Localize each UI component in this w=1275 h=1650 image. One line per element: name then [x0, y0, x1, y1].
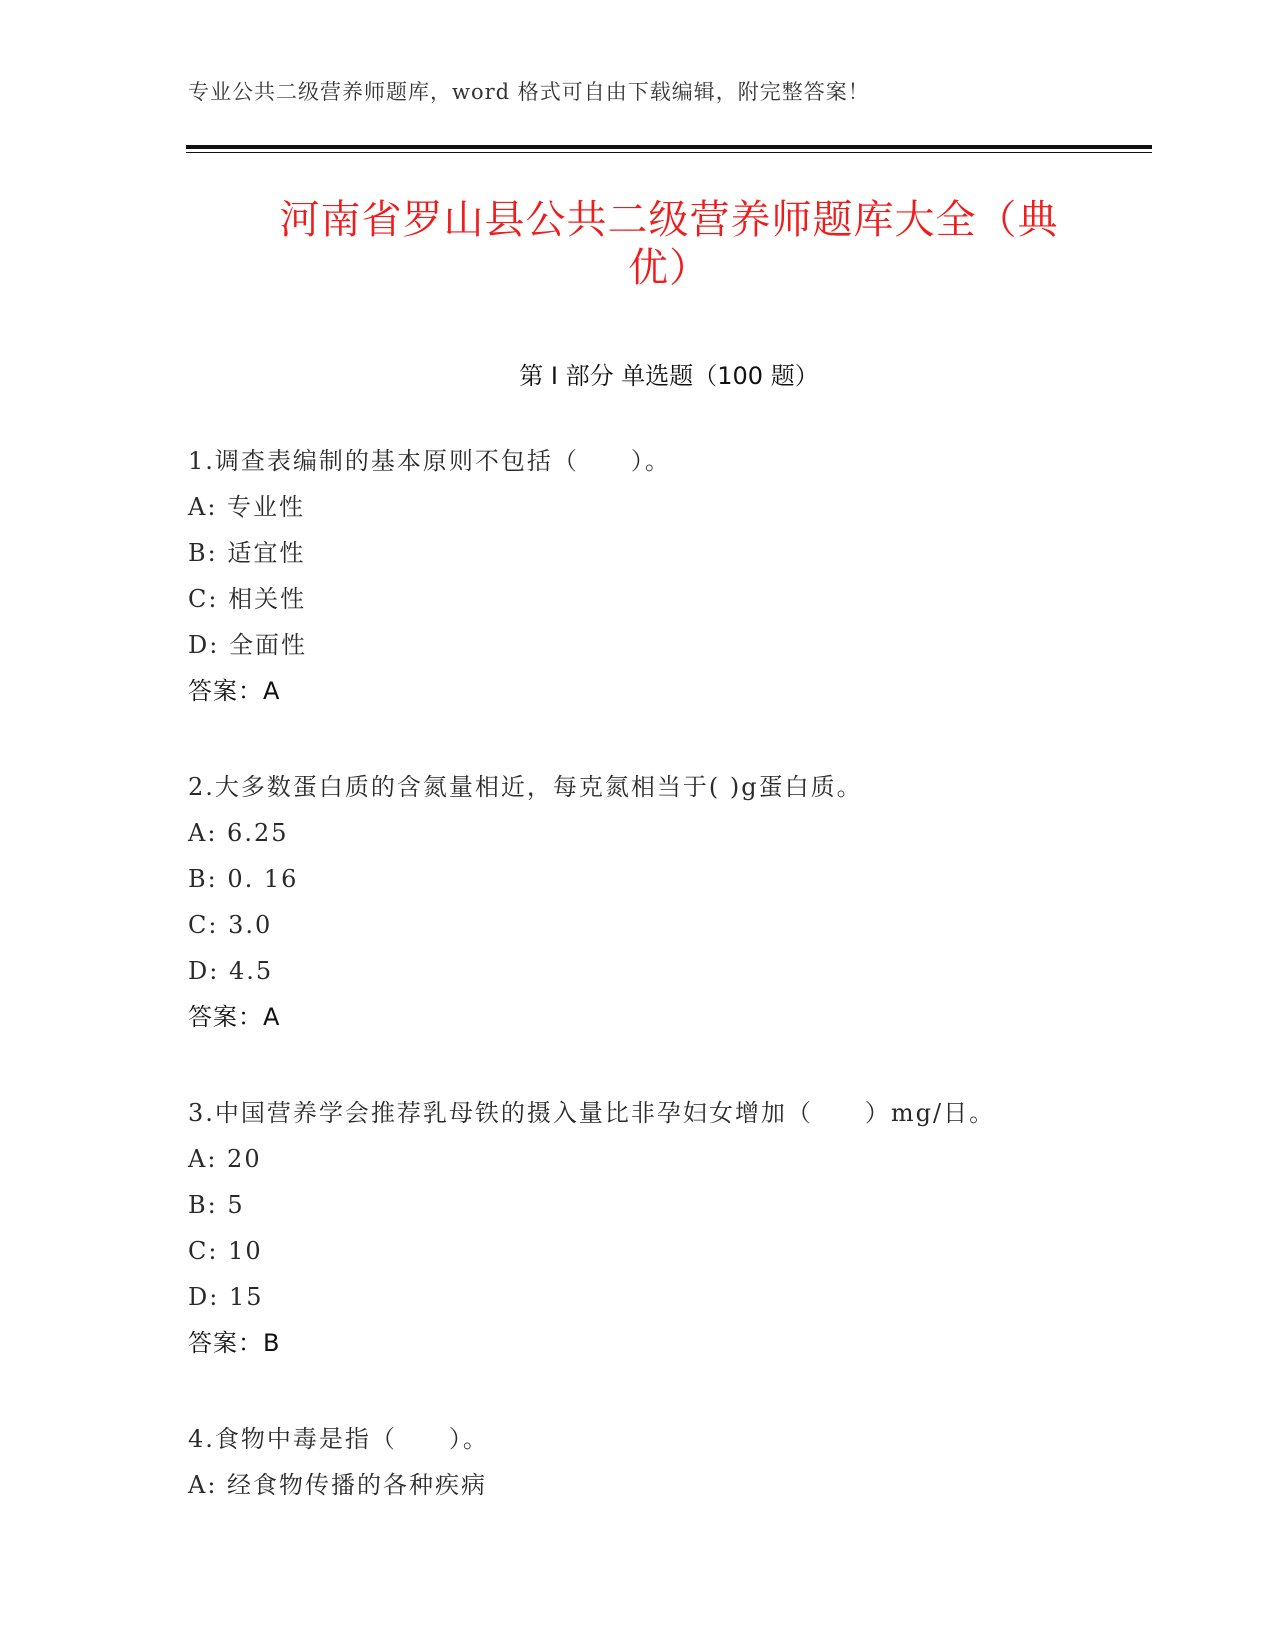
question-4	[188, 1424, 1148, 1516]
question-2	[188, 772, 1148, 1048]
document-title	[186, 196, 1152, 292]
question-3	[188, 1098, 1148, 1374]
option-a: A: 6.25	[188, 819, 289, 847]
title-line-1: 河南省罗山县公共二级营养师题库大全（典	[279, 197, 1059, 243]
option-c: C: 10	[188, 1237, 263, 1265]
answer-text: 答案：B	[188, 1329, 281, 1357]
option-d: D: 全面性	[188, 631, 307, 659]
section-heading: 第 I 部分 单选题（100 题）	[519, 362, 819, 390]
question-stem: 2.大多数蛋白质的含氮量相近，每克氮相当于( )g蛋白质。	[188, 773, 863, 801]
option-b: B: 0. 16	[188, 865, 299, 893]
option-b: B: 5	[188, 1191, 245, 1219]
option-d: D: 4.5	[188, 957, 274, 985]
question-stem: 1.调查表编制的基本原则不包括（ ）。	[188, 447, 671, 475]
option-a: A: 专业性	[188, 493, 306, 521]
option-c: C: 相关性	[188, 585, 307, 613]
header-note: 专业公共二级营养师题库，word 格式可自由下载编辑，附完整答案！	[188, 80, 870, 104]
title-line-2: 优）	[628, 245, 710, 291]
question-stem: 3.中国营养学会推荐乳母铁的摄入量比非孕妇女增加（ ）mg/日。	[188, 1099, 996, 1127]
option-b: B: 适宜性	[188, 539, 306, 567]
option-a: A: 经食物传播的各种疾病	[188, 1471, 488, 1499]
question-1	[188, 446, 1148, 722]
option-a: A: 20	[188, 1145, 262, 1173]
option-c: C: 3.0	[188, 911, 273, 939]
answer-text: 答案：A	[188, 1003, 281, 1031]
answer-text: 答案：A	[188, 677, 281, 705]
header-rule-thin	[186, 152, 1152, 153]
header-rule-thick	[186, 145, 1152, 149]
option-d: D: 15	[188, 1283, 264, 1311]
question-list	[188, 446, 1148, 1566]
question-stem: 4.食物中毒是指（ ）。	[188, 1425, 489, 1453]
